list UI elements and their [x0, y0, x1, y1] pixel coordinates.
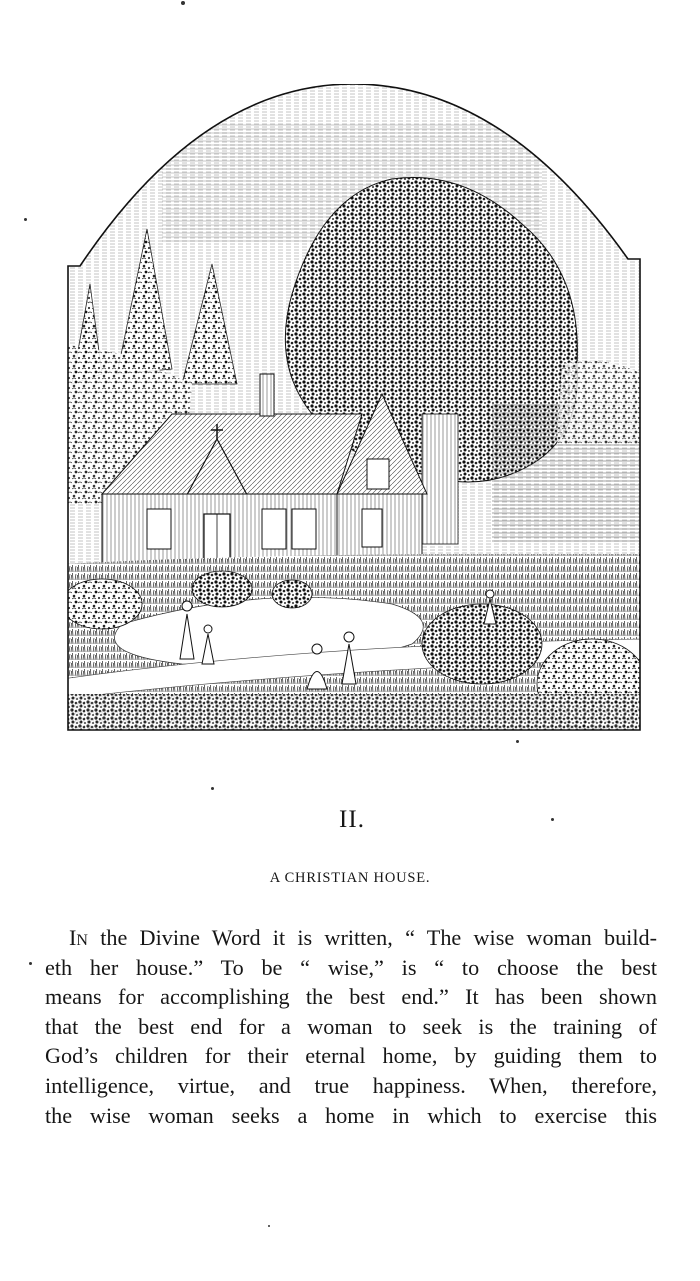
- body-line-1-text: the Divine Word it is written, “ The wise woman build-: [87, 925, 657, 950]
- body-line-6: intelligence, virtue, and true happiness. When, therefore,: [45, 1072, 657, 1098]
- print-speck: [211, 787, 214, 790]
- print-speck: [24, 218, 27, 221]
- print-speck: [516, 740, 519, 743]
- body-paragraph: [45, 923, 657, 1130]
- print-speck: [268, 1225, 270, 1227]
- body-line-1: [45, 923, 657, 953]
- print-speck: [551, 818, 554, 821]
- body-line-3: means for accomplishing the best end.” It has been shown: [45, 984, 657, 1010]
- print-speck: [29, 962, 32, 965]
- body-line-4: that the best end for a woman to seek is the training of: [45, 1013, 657, 1039]
- body-line-7: the wise woman seeks a home in which to exercise this: [45, 1102, 657, 1128]
- dropcap-word: In: [69, 925, 88, 950]
- body-line-2: eth her house.” To be “ wise,” is “ to choose the best: [45, 954, 657, 980]
- body-line-5: God’s children for their eternal home, by guiding them to: [45, 1043, 657, 1069]
- chapter-title: A CHRISTIAN HOUSE.: [269, 870, 431, 886]
- print-speck: [181, 1, 185, 5]
- cottage-engraving-illustration: [62, 84, 644, 734]
- chapter-number: II.: [339, 806, 365, 833]
